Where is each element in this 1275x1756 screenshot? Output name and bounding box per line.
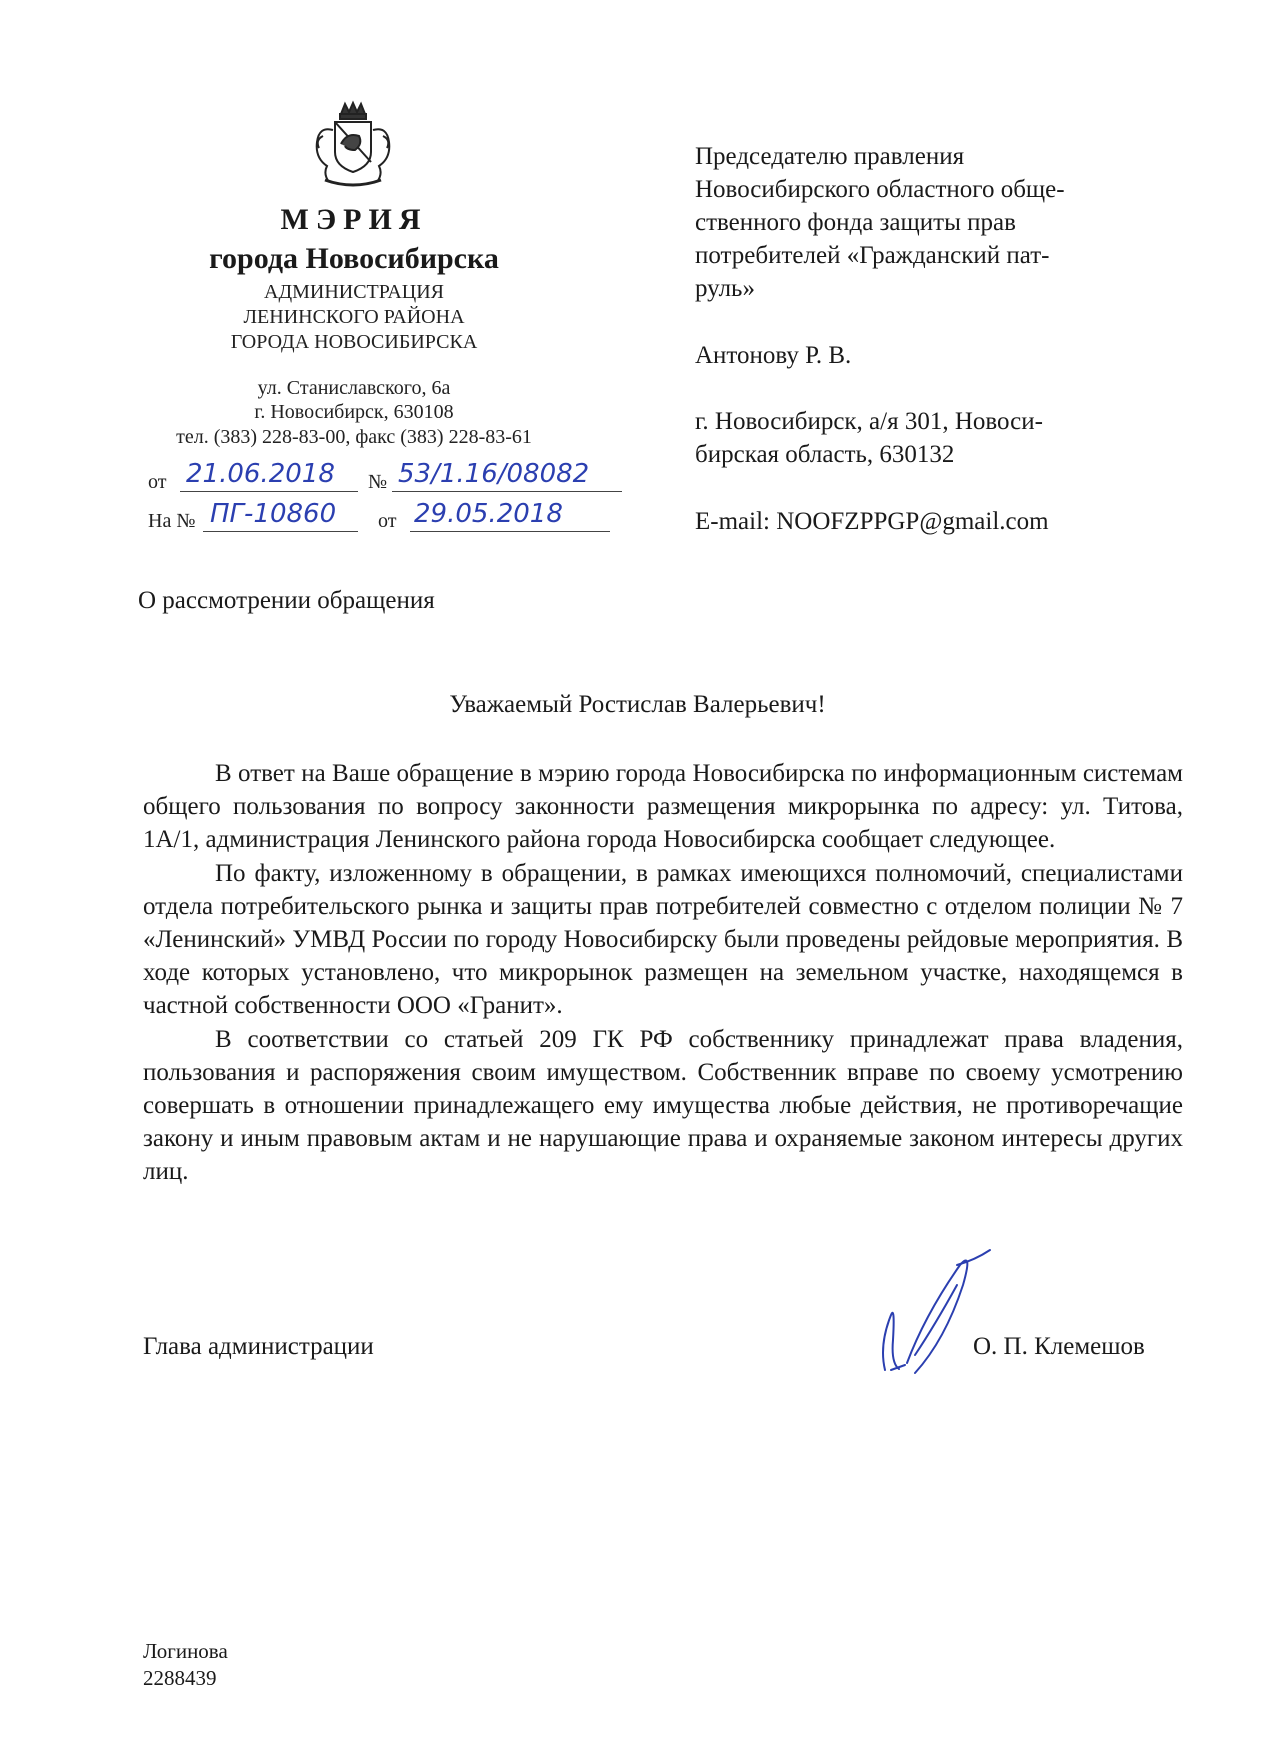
- executor-phone: 2288439: [143, 1666, 217, 1690]
- letterhead-admin-line2: ЛЕНИНСКОГО РАЙОНА: [243, 306, 465, 328]
- executor-name: Логинова: [143, 1639, 228, 1663]
- reg-reply-date-handwritten: 29.05.2018: [414, 499, 563, 529]
- coat-of-arms-icon: [305, 100, 401, 190]
- reg-date-handwritten: 21.06.2018: [186, 459, 335, 489]
- reg-date-line: [180, 491, 358, 492]
- body-paragraph: В соответствии со статьей 209 ГК РФ собственнику принадлежат права владения, пользования и распоряжения своим имуществом. Собственник вправе по своему усмотрению совершать в отношении принадлежащего ему имущества любые действия, не противоречащие закону и иным правовым актам и не нарушающие права и охраняемые законом интересы других лиц.: [143, 1025, 1183, 1186]
- letterhead-address-line2: г. Новосибирск, 630108: [254, 401, 454, 423]
- reg-number-handwritten: 53/1.16/08082: [398, 459, 590, 489]
- addressee-line: ственного фонда защиты прав: [695, 209, 1016, 236]
- handwritten-signature: [865, 1245, 1000, 1385]
- addressee-line: потребителей «Гражданский пат-: [695, 242, 1050, 269]
- body-paragraph: По факту, изложенному в обращении, в рамках имеющихся полномочий, специалистами отдела потребительского рынка и защиты прав потребителей совместно с отделом полиции № 7 «Ленинский» УМВД России по городу Новосибирску были проведены рейдовые мероприятия. В ходе которых установлено, что микрорынок размещен на земельном участке, находящемся в частной собственности ООО «Гранит».: [143, 859, 1183, 1020]
- letterhead-city: города Новосибирска: [209, 242, 499, 275]
- addressee-line: Председателю правления: [695, 143, 965, 170]
- letterhead-mayor: МЭРИЯ: [280, 203, 428, 236]
- letter-body: [143, 757, 1183, 1189]
- reg-number-line: [392, 491, 622, 492]
- letterhead-admin-line1: АДМИНИСТРАЦИЯ: [264, 281, 444, 303]
- reg-reply-label: На №: [148, 510, 196, 532]
- letterhead-admin-line3: ГОРОДА НОВОСИБИРСКА: [230, 331, 478, 353]
- addressee-position: [695, 140, 1145, 305]
- addressee-line: руль»: [695, 275, 755, 302]
- reg-reply-date-label: от: [378, 510, 397, 532]
- addressee-postal: [695, 405, 1145, 471]
- letterhead-phone: тел. (383) 228-83-00, факс (383) 228-83-61: [176, 426, 532, 448]
- addressee-postal-line1: г. Новосибирск, а/я 301, Новоси-: [695, 408, 1043, 435]
- signatory-name: О. П. Клемешов: [973, 1333, 1145, 1360]
- signatory-role: Глава администрации: [143, 1333, 374, 1360]
- salutation: Уважаемый Ростислав Валерьевич!: [449, 691, 826, 718]
- letterhead-address-line1: ул. Станиславского, 6а: [257, 377, 451, 399]
- reg-reply-number-line: [203, 531, 358, 532]
- addressee-postal-line2: бирская область, 630132: [695, 441, 955, 468]
- addressee-line: Новосибирского областного обще-: [695, 176, 1065, 203]
- addressee-email: E-mail: NOOFZPPGP@gmail.com: [695, 508, 1049, 535]
- reg-reply-number-handwritten: ПГ-10860: [210, 499, 337, 529]
- reg-from-label: от: [148, 471, 167, 493]
- reg-reply-date-line: [410, 531, 610, 532]
- reg-number-label: №: [368, 471, 388, 493]
- body-paragraph: В ответ на Ваше обращение в мэрию города Новосибирска по информационным системам общего пользования по вопросу законности размещения микрорынка по адресу: ул. Титова, 1А/1, администрация Ленинского района города Новосибирска сообщает следующее.: [143, 760, 1183, 854]
- addressee-name: Антонову Р. В.: [695, 342, 852, 369]
- letter-subject: О рассмотрении обращения: [138, 587, 435, 614]
